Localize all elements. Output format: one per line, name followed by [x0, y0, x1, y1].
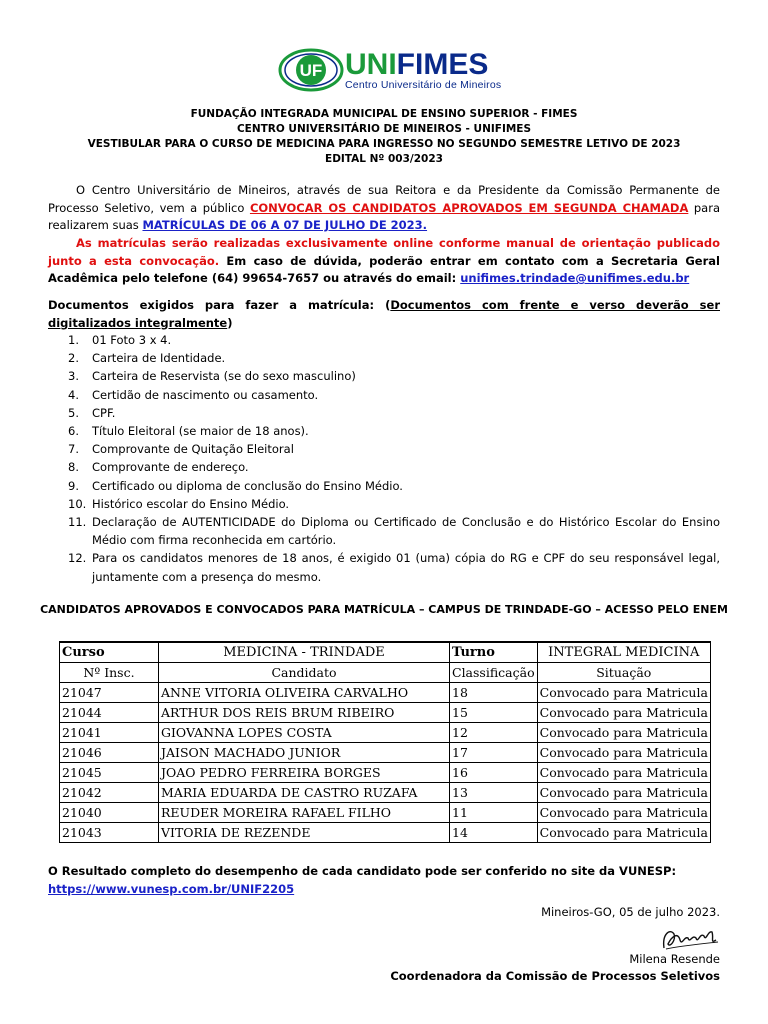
documents-intro: Documentos exigidos para fazer a matrícula: (Documentos com frente e verso deverão ser digitalizados integralmente): [48, 298, 720, 330]
intro-part2: para realizarem suas: [48, 200, 720, 232]
header-line-4: EDITAL Nº 003/2023: [325, 153, 443, 165]
logo-mark: UF: [299, 61, 323, 80]
table-header-row: [60, 663, 711, 683]
list-item: 12. Para os candidatos menores de 18 anos, é exigido 01 (uma) cópia do RG e CPF do seu responsável legal, juntamente com a presença do mesmo.: [68, 551, 720, 584]
list-item: 5. CPF.: [68, 405, 116, 420]
online-notice: As matrículas serão realizadas exclusivamente online conforme manual de orientação publicado junto a esta convocação.: [48, 236, 720, 268]
intro-paragraph: [48, 182, 720, 235]
logo-brand-uni: UNI: [345, 48, 397, 81]
shift-label: Turno: [450, 642, 538, 663]
list-item: 10. Histórico escolar do Ensino Médio.: [68, 496, 290, 511]
documents-list: [48, 331, 720, 586]
table-title: CANDIDATOS APROVADOS E CONVOCADOS PARA MATRÍCULA – CAMPUS DE TRINDADE-GO – ACESSO PELO ENEM: [40, 603, 728, 616]
vunesp-link[interactable]: https://www.vunesp.com.br/UNIF2205: [48, 881, 295, 896]
table-row: 21042 MARIA EDUARDA DE CASTRO RUZAFA 13 Convocado para Matricula: [60, 783, 711, 803]
shift-value: INTEGRAL MEDICINA: [537, 642, 710, 663]
table-row: 21046 JAISON MACHADO JUNIOR 17 Convocado para Matricula: [60, 743, 711, 763]
list-item: 9. Certificado ou diploma de conclusão do Ensino Médio.: [68, 478, 403, 493]
logo-brand-fimes: FIMES: [396, 48, 489, 81]
table-course-row: [60, 642, 711, 663]
convocation-highlight: CONVOCAR OS CANDIDATOS APROVADOS EM SEGUNDA CHAMADA: [249, 200, 689, 215]
document-header: [0, 107, 768, 167]
course-label: Curso: [60, 642, 159, 663]
header-classification: Classificação: [450, 663, 538, 683]
online-paragraph: [48, 235, 720, 288]
list-item: 6. Título Eleitoral (se maior de 18 anos).: [68, 424, 309, 439]
course-value: MEDICINA - TRINDADE: [159, 642, 450, 663]
signature-block: [390, 951, 720, 985]
table-row: 21043 VITORIA DE REZENDE 14 Convocado para Matricula: [60, 823, 711, 843]
enrollment-dates: MATRÍCULAS DE 06 A 07 DE JULHO DE 2023.: [142, 218, 428, 232]
contact-email-link[interactable]: unifimes.trindade@unifimes.edu.br: [460, 271, 690, 285]
table-row: 21041 GIOVANNA LOPES COSTA 12 Convocado para Matricula: [60, 723, 711, 743]
header-insc: Nº Insc.: [60, 663, 159, 683]
logo-text: [345, 50, 501, 91]
table-row: 21044 ARTHUR DOS REIS BRUM RIBEIRO 15 Convocado para Matricula: [60, 703, 711, 723]
list-item: 4. Certidão de nascimento ou casamento.: [68, 387, 319, 402]
results-table: [59, 641, 711, 843]
signature-role: Coordenadora da Comissão de Processos Seletivos: [390, 969, 720, 983]
list-item: 3. Carteira de Reservista (se do sexo masculino): [68, 369, 356, 384]
documents-note: Documentos com frente e verso deverão ser digitalizados integralmente: [48, 298, 720, 330]
contact-info: Em caso de dúvida, poderão entrar em contato com a Secretaria Geral Acadêmica pelo telefone (64) 99654-7657 ou através do email:: [48, 253, 720, 285]
header-situation: Situação: [537, 663, 710, 683]
header-line-1: FUNDAÇÃO INTEGRADA MUNICIPAL DE ENSINO SUPERIOR - FIMES: [190, 108, 578, 120]
result-paragraph: [48, 863, 720, 898]
list-item: 8. Comprovante de endereço.: [68, 460, 249, 475]
header-line-3: VESTIBULAR PARA O CURSO DE MEDICINA PARA INGRESSO NO SEGUNDO SEMESTRE LETIVO DE 2023: [87, 138, 681, 150]
table-row: 21045 JOAO PEDRO FERREIRA BORGES 16 Convocado para Matricula: [60, 763, 711, 783]
list-item: 7. Comprovante de Quitação Eleitoral: [68, 442, 294, 457]
table-row: 21040 REUDER MOREIRA RAFAEL FILHO 11 Convocado para Matricula: [60, 803, 711, 823]
logo-subtitle: Centro Universitário de Mineiros: [345, 79, 502, 91]
header-line-2: CENTRO UNIVERSITÁRIO DE MINEIROS - UNIFIMES: [236, 123, 532, 135]
intro-part1: O Centro Universitário de Mineiros, através de sua Reitora e da Presidente da Comissão Permanente de Processo Seletivo, vem a público: [48, 183, 720, 215]
result-text: O Resultado completo do desempenho de cada candidato pode ser conferido no site da VUNESP:: [48, 864, 677, 878]
signature-name: Milena Resende: [629, 952, 720, 966]
header-candidate: Candidato: [159, 663, 450, 683]
list-item: 11. Declaração de AUTENTICIDADE do Diploma ou Certificado de Conclusão e do Histórico Escolar do Ensino Médio com firma reconhecida em cartório.: [68, 515, 720, 548]
list-item: 2. Carteira de Identidade.: [68, 351, 226, 366]
table-row: 21047 ANNE VITORIA OLIVEIRA CARVALHO 18 Convocado para Matricula: [60, 683, 711, 703]
list-item: 1. 01 Foto 3 x 4.: [68, 333, 172, 347]
place-date: Mineiros-GO, 05 de julho 2023.: [541, 905, 720, 919]
